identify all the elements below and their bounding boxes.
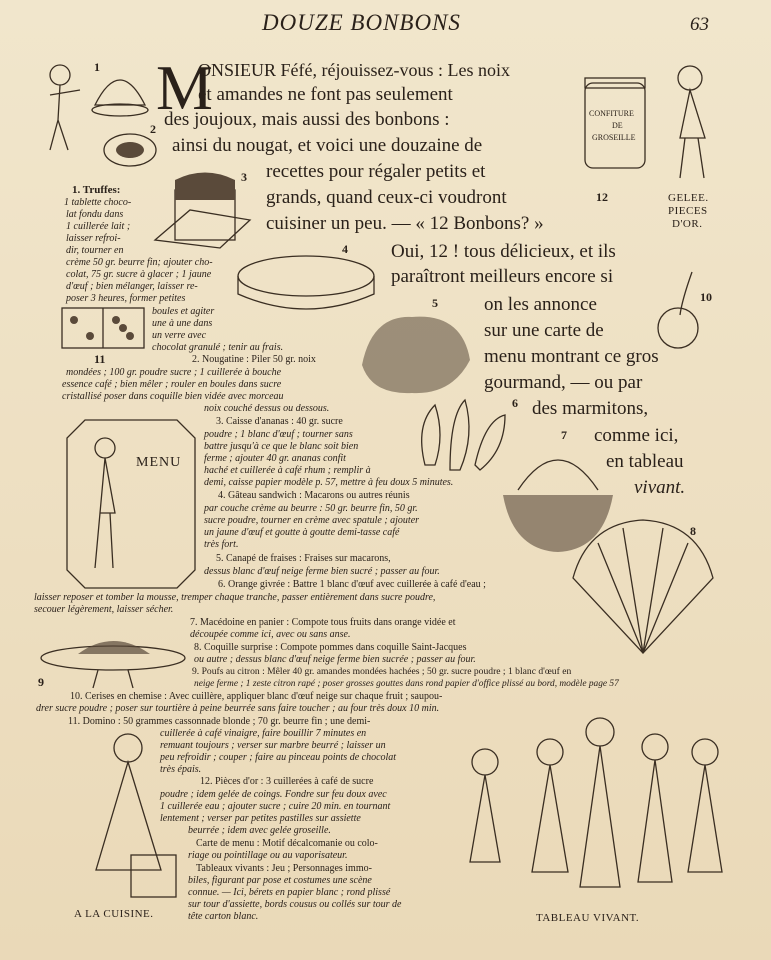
recipe-line: sucre poudre, tourner en crème avec spatule ; ajouter: [204, 515, 420, 526]
cake-box-illustration: [150, 170, 255, 250]
figure-number: 5: [432, 296, 438, 310]
recipe-line: 1 cuillerée eau ; ajouter sucre ; cuire 20 min. en tournant: [160, 801, 391, 812]
intro-line: ONSIEUR Féfé, réjouissez-vous : Les noix: [198, 60, 510, 80]
scallop-shell-illustration: [568, 518, 718, 658]
recipe-line: 3. Caisse d'ananas : 40 gr. sucre: [216, 416, 343, 427]
jar-girl-illustration: [580, 58, 720, 198]
menu-card-illustration: [65, 418, 197, 590]
recipe-line: poudre ; 1 blanc d'œuf ; tourner sans: [204, 429, 353, 440]
cherry-illustration: [652, 270, 712, 350]
intro-line: ainsi du nougat, et voici une douzaine de: [172, 135, 483, 156]
recipe-line: noix couché dessus ou dessous.: [204, 403, 330, 414]
figure-number: 11: [94, 352, 106, 366]
intro-line: paraîtront meilleurs encore si: [391, 266, 614, 287]
tray-illustration: [38, 620, 188, 690]
caption-cuisine: A LA CUISINE.: [74, 908, 154, 920]
recipe-line: boules et agiter: [152, 306, 215, 317]
intro-line: en tableau: [606, 451, 684, 472]
recipe-line: 1 tablette choco-: [64, 197, 132, 208]
figure-number: 8: [690, 524, 696, 538]
recipe-line: ou autre ; dessus blanc d'œuf neige ferme bien sucrée ; passer au four.: [194, 654, 476, 665]
recipe-line: mondées ; 100 gr. poudre sucre ; 1 cuillerée à bouche: [66, 367, 282, 378]
recipe-line: riage ou pointillage ou au vaporisateur.: [188, 850, 348, 861]
figure-number: 12: [596, 190, 608, 204]
recipe-line: 10. Cerises en chemise : Avec cuillère, appliquer blanc d'œuf neige sur chaque fruit ; saupou-: [70, 691, 443, 702]
recipe-line: très fort.: [204, 539, 239, 550]
recipe-line: 1. Truffes:: [72, 184, 121, 196]
intro-line: comme ici,: [594, 425, 679, 446]
recipe-line: 2. Nougatine : Piler 50 gr. noix: [192, 354, 316, 365]
label-gelee: GELEE.: [668, 192, 709, 204]
recipe-line: un jaune d'œuf et goutte à goutte demi-tasse café: [204, 527, 400, 538]
recipe-line: 5. Canapé de fraises : Fraises sur macarons,: [216, 553, 391, 564]
recipe-line: 4. Gâteau sandwich : Macarons ou autres réunis: [218, 490, 410, 501]
figure-number: 4: [342, 242, 348, 256]
recipe-line: par couche crème au beurre : 50 gr. beurre fin, 50 gr.: [204, 503, 418, 514]
recipe-line: Tableaux vivants : Jeu ; Personnages immo-: [196, 863, 372, 874]
recipe-line: 11. Domino : 50 grammes cassonnade blonde ; 70 gr. beurre fin ; une demi-: [68, 716, 371, 727]
recipe-line: haché et cuillerée à café rhum ; remplir à: [204, 465, 371, 476]
recipe-line: 1 cuillerée lait ;: [66, 221, 131, 232]
recipe-line: crème 50 gr. beurre fin; ajouter cho-: [66, 257, 213, 268]
figure-number: 10: [700, 290, 712, 304]
recipe-line: poser 3 heures, former petites: [66, 293, 186, 304]
intro-line: sur une carte de: [484, 320, 604, 341]
recipe-line: essence café ; bien mêler ; rouler en boules dans sucre: [62, 379, 282, 390]
recipe-line: Carte de menu : Motif décalcomanie ou colo-: [196, 838, 378, 849]
recipe-line: 12. Pièces d'or : 3 cuillerées à café de sucre: [200, 776, 374, 787]
recipe-line: d'œuf ; bien mélanger, laisser re-: [66, 281, 198, 292]
intro-line: Oui, 12 ! tous délicieux, et ils: [391, 241, 616, 262]
figure-number: 2: [150, 122, 156, 136]
jar-label: CONFITURE: [589, 109, 634, 118]
jar-label: DE: [612, 121, 623, 130]
recipe-line: un verre avec: [152, 330, 207, 341]
caption-tableau: TABLEAU VIVANT.: [536, 912, 640, 924]
recipe-line: chocolat granulé ; tenir au frais.: [152, 342, 284, 353]
recipe-line: demi, caisse papier modèle p. 57, mettre à feu doux 5 minutes.: [204, 477, 454, 488]
recipe-line: 9. Poufs au citron : Mêler 40 gr. amandes mondées hachées ; 50 gr. sucre poudre ; 1 blanc d'œuf en: [192, 666, 572, 677]
recipe-line: lat fondu dans: [66, 209, 124, 220]
recipe-line: secouer légèrement, laisser sécher.: [34, 604, 174, 615]
recipe-line: 6. Orange givrée : Battre 1 blanc d'œuf avec cuillerée à café d'eau ;: [218, 579, 486, 590]
recipe-line: drer sucre poudre ; poser sur tourtière à peine beurrée sans faire toucher ; au four très doux 10 min.: [36, 703, 440, 714]
recipe-line: une à une dans: [152, 318, 213, 329]
recipe-line: dessus blanc d'œuf neige ferme bien sucré ; passer au four.: [204, 566, 440, 577]
intro-line: on les annonce: [484, 294, 597, 315]
recipe-line: dir, tourner en: [66, 245, 124, 256]
recipe-line: découpée comme ici, avec ou sans anse.: [190, 629, 351, 640]
intro-line: recettes pour régaler petits et: [266, 161, 486, 182]
recipe-line: 7. Macédoine en panier : Compote tous fruits dans orange vidée et: [190, 617, 456, 628]
domino-illustration: [60, 306, 146, 350]
strawberry-canape-illustration: [352, 305, 477, 400]
label-pieces: PIECES: [668, 205, 708, 217]
figure-number: 6: [512, 396, 518, 410]
recipe-line: cuillerée à café vinaigre, faire bouillir 7 minutes en: [160, 728, 367, 739]
recipe-line: 8. Coquille surprise : Compote pommes dans coquille Saint-Jacques: [194, 642, 467, 653]
recipe-line: beurrée ; idem avec gelée groseille.: [188, 825, 331, 836]
figure-number: 3: [241, 170, 247, 184]
recipe-line: poudre ; idem gelée de coings. Fondre sur feu doux avec: [160, 789, 387, 800]
recipe-line: biles, figurant par pose et costumes une scène: [188, 875, 372, 886]
figure-number: 1: [94, 60, 100, 74]
drop-cap: M: [156, 52, 213, 123]
recipe-line: laisser reposer et tomber la mousse, tremper chaque tranche, passer entièrement dans sucre poudre,: [34, 592, 436, 603]
recipe-line: sur tour d'assiette, bords cousus ou collés sur tour de: [188, 899, 402, 910]
recipe-line: battre jusqu'à ce que le blanc soit bien: [204, 441, 359, 452]
figure-number: 9: [38, 675, 44, 689]
recipe-line: cristallisé poser dans coquille bien vidée avec morceau: [62, 391, 284, 402]
recipe-line: laisser refroi-: [66, 233, 121, 244]
recipe-line: remuant toujours ; verser sur marbre beurré ; laisser un: [160, 740, 386, 751]
intro-line: et amandes ne font pas seulement: [198, 84, 453, 105]
tart-illustration: [100, 125, 160, 175]
page-title: DOUZE BONBONS: [262, 10, 461, 35]
figure-number: 7: [561, 428, 567, 442]
recipe-line: très épais.: [160, 764, 202, 775]
recipe-line: ferme ; ajouter 40 gr. ananas confit: [204, 453, 346, 464]
page-number: 63: [690, 14, 709, 35]
intro-line: vivant.: [634, 477, 686, 498]
intro-line: menu montrant ce gros: [484, 346, 659, 367]
intro-line: des joujoux, mais aussi des bonbons :: [164, 109, 450, 130]
intro-line: grands, quand ceux-ci voudront: [266, 187, 507, 208]
recipe-line: neige ferme ; 1 zeste citron rapé ; poser grosses gouttes dans rond papier d'office plissé au bord, modèle page 57: [194, 679, 619, 689]
recipe-line: tête carton blanc.: [188, 911, 259, 922]
menu-label: MENU: [136, 455, 182, 470]
jar-label: GROSEILLE: [592, 133, 636, 142]
recipe-line: peu refroidir ; couper ; faire au pinceau points de chocolat: [160, 752, 397, 763]
intro-line: gourmand, — ou par: [484, 372, 643, 393]
intro-line: des marmitons,: [532, 398, 649, 419]
intro-line: cuisiner un peu. — « 12 Bonbons? »: [266, 213, 544, 234]
label-dor: D'OR.: [672, 218, 703, 230]
recipe-line: lentement ; verser par petites pastilles sur assiette: [160, 813, 361, 824]
recipe-line: colat, 75 gr. sucre à glacer ; 1 jaune: [66, 269, 212, 280]
marmitons-illustration: [450, 712, 730, 908]
recipe-line: connue. — Ici, bérets en papier blanc ; rond plissé: [188, 887, 391, 898]
